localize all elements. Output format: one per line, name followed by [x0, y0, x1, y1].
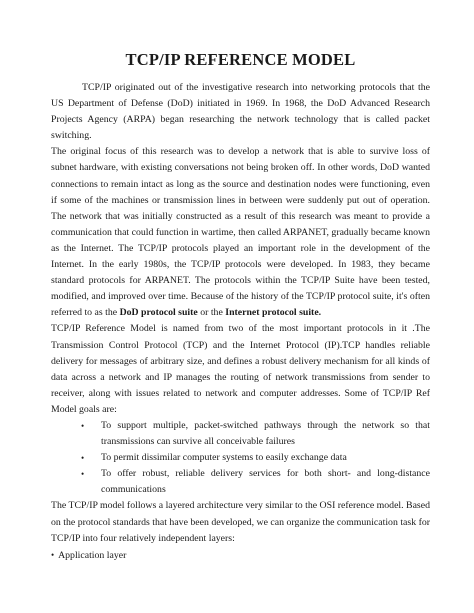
goal-text: To offer robust, reliable delivery services for both short- and long-distance communications — [101, 468, 430, 496]
bullet-icon: • — [81, 420, 85, 431]
paragraph-origin: TCP/IP originated out of the investigative research into networking protocols that the US Department of Defense (DoD) initiated in 1969. In 1968, the DoD Advanced Research Projects Agency (ARPA) began researching the network technology that is called packet switching. — [51, 82, 430, 142]
paragraph-history — [51, 144, 430, 321]
layer-text: Application layer — [58, 549, 127, 561]
goal-text: To permit dissimilar computer systems to easily exchange data — [101, 452, 347, 464]
list-item — [51, 547, 430, 564]
page-title: TCP/IP REFERENCE MODEL — [125, 50, 356, 69]
paragraph-reference-model: TCP/IP Reference Model is named from two of the most important protocols in it .The Transmission Control Protocol (TCP) and the Internet Protocol (IP).TCP handles reliable delivery for messages of arbitrary size, and defines a robust delivery mechanism for all kinds of data across a network and IP manages the routing of network transmissions from sender to receiver, along with issues related to network and computer addresses. Some of TCP/IP Ref Model goals are: — [51, 323, 430, 415]
list-item — [81, 418, 430, 450]
term-internet-protocol-suite: Internet protocol suite. — [225, 307, 322, 319]
term-dod-protocol-suite: DoD protocol suite — [119, 307, 198, 319]
goal-text: To support multiple, packet-switched pathways through the network so that transmissions can survive all conceivable failures — [101, 419, 430, 448]
paragraph-layered-architecture: The TCP/IP model follows a layered architecture very similar to the OSI reference model. Based on the protocol standards that have been developed, we can organize the communication task for TCP/IP into four relatively independent layers: — [51, 500, 430, 544]
bullet-icon: • — [81, 453, 85, 464]
paragraph-history-prefix: the — [105, 307, 120, 319]
paragraph-history-mid: or the — [197, 307, 226, 319]
bullet-icon: • — [81, 469, 85, 480]
layers-list — [51, 547, 430, 564]
paragraph-history-text: The original focus of this research was to develop a network that is able to survive loss of subnet hardware, with existing conversations not being broken off. In other words, DoD wanted connections to remain intact as long as the source and destination nodes were functioning, even if some of the machines or transmission lines in between were suddenly put out of operation. The network that was initially constructed as a result of this research was meant to provide a communication that could function in wartime, then called ARPANET, gradually became known as the Internet. The TCP/IP protocols played an important role in the development of the Internet. In the early 1980s, the TCP/IP protocols were developed. In 1983, they became standard protocols for ARPANET. The protocols within the TCP/IP Suite have been tested, modified, and improved over time. Because of the history of the TCP/IP protocol suite, it's often referred to as — [51, 146, 430, 319]
list-item — [81, 466, 430, 498]
goals-list — [51, 418, 430, 498]
list-item — [81, 450, 430, 466]
bullet-icon: • — [51, 549, 55, 560]
